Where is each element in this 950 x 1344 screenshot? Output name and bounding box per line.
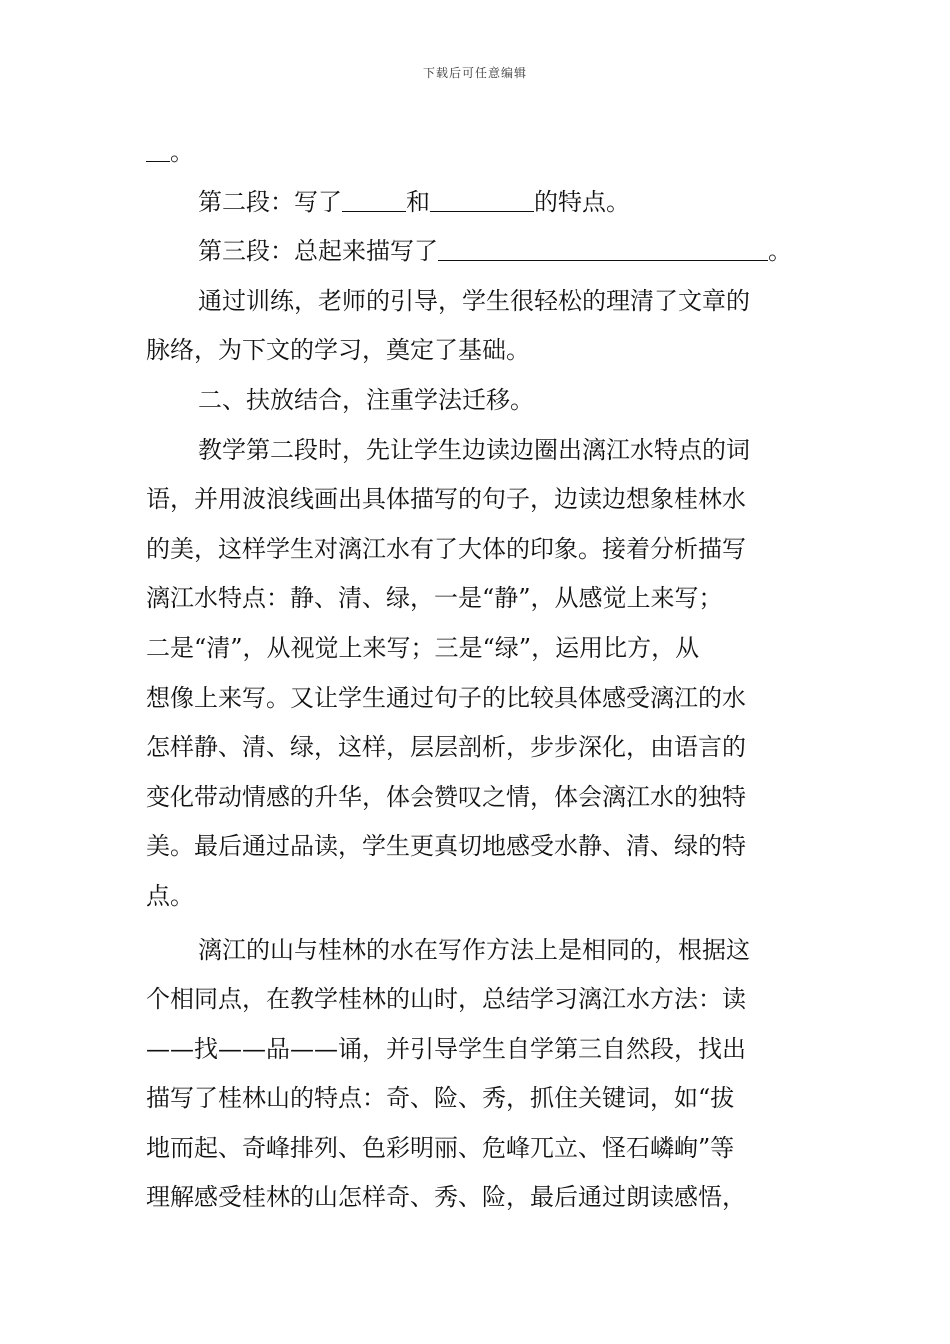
paragraph-line: 漓江的山与桂林的水在写作方法上是相同的，根据这 (198, 935, 750, 964)
blank-underline (430, 185, 534, 212)
line-text: 。 (170, 138, 194, 166)
line-text: 的特点。 (534, 187, 630, 216)
paragraph (146, 926, 806, 1224)
paragraph-line: 想像上来写。又让学生通过句子的比较具体感受漓江的水 (146, 683, 746, 712)
paragraph-line: 描写了桂林山的特点：奇、险、秀，抓住关键词，如“拔 (146, 1084, 735, 1113)
paragraph-line: 二是“清”，从视觉上来写；三是“绿”，运用比方，从 (146, 633, 700, 662)
fill-in-line-paragraph-2 (146, 178, 806, 228)
line-text: 第二段：写了 (198, 187, 342, 216)
page-header: 下载后可任意编辑 (422, 66, 527, 80)
paragraph-line: 语，并用波浪线画出具体描写的句子，边读边想象桂林水 (146, 485, 746, 514)
line-text: 。 (768, 237, 792, 266)
fill-in-line-paragraph-3 (146, 227, 806, 277)
paragraph-line: 美。最后通过品读，学生更真切地感受水静、清、绿的特 (146, 832, 746, 861)
paragraph-line: 个相同点，在教学桂林的山时，总结学习漓江水方法：读 (146, 985, 746, 1014)
blank-underline (438, 234, 768, 261)
blank-underline (146, 135, 170, 162)
fill-in-line-continuation (146, 128, 806, 178)
document-body (146, 128, 806, 1223)
paragraph-line: 的美，这样学生对漓江水有了大体的印象。接着分析描写 (146, 534, 746, 563)
paragraph (146, 426, 806, 922)
line-text: 第三段：总起来描写了 (198, 237, 438, 266)
paragraph-line: 教学第二段时，先让学生边读边圈出漓江水特点的词 (198, 435, 750, 464)
paragraph-line: 点。 (146, 881, 194, 910)
paragraph-line: 脉络，为下文的学习，奠定了基础。 (146, 336, 530, 365)
paragraph-line: 理解感受桂林的山怎样奇、秀、险，最后通过朗读感悟， (146, 1183, 746, 1212)
blank-underline (342, 185, 406, 212)
paragraph-line: ——找——品——诵，并引导学生自学第三自然段，找出 (146, 1034, 746, 1063)
paragraph (146, 277, 806, 376)
paragraph-line: 通过训练，老师的引导，学生很轻松的理清了文章的 (198, 286, 750, 315)
paragraph-line: 变化带动情感的升华，体会赞叹之情，体会漓江水的独特 (146, 782, 746, 811)
paragraph-line: 怎样静、清、绿，这样，层层剖析，步步深化，由语言的 (146, 733, 746, 762)
paragraph-line: 地而起、奇峰排列、色彩明丽、危峰兀立、怪石嶙峋”等 (146, 1133, 735, 1162)
line-text: 和 (406, 187, 430, 216)
paragraph-line: 二、扶放结合，注重学法迁移。 (198, 385, 534, 414)
paragraph-line: 漓江水特点：静、清、绿，一是“静”，从感觉上来写； (146, 584, 723, 613)
section-heading (146, 376, 806, 426)
